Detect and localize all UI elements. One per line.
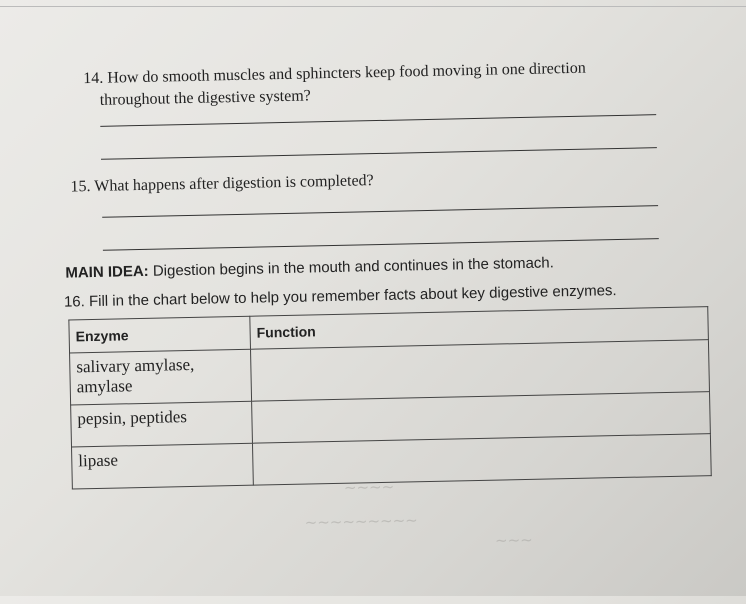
enzyme-chart xyxy=(68,306,711,489)
question-16-text: 16. Fill in the chart below to help you remember facts about key digestive enzymes. xyxy=(63,282,617,311)
question-15 xyxy=(70,172,373,196)
question-14 xyxy=(83,60,586,89)
header-enzyme: Enzyme xyxy=(69,316,251,353)
answer-line-15a[interactable] xyxy=(102,205,658,218)
enzyme-cell: salivary amylase, amylase xyxy=(70,349,252,405)
question-14-line1: How do smooth muscles and sphincters keep food moving in one direction xyxy=(107,59,586,87)
answer-line-14a[interactable] xyxy=(100,114,656,127)
function-cell[interactable] xyxy=(252,434,711,486)
header-function: Function xyxy=(250,307,709,350)
question-14-number: 14. xyxy=(83,69,104,88)
question-15-text: What happens after digestion is completed? xyxy=(94,172,374,195)
main-idea-label: MAIN IDEA: xyxy=(65,262,149,282)
question-14-line2: throughout the digestive system? xyxy=(99,87,311,109)
question-15-number: 15. xyxy=(70,178,91,196)
bleed-through-mark: ~~~ xyxy=(494,530,533,550)
answer-line-15b[interactable] xyxy=(103,238,659,251)
main-idea-text: Digestion begins in the mouth and continues in the stomach. xyxy=(152,254,555,280)
answer-line-14b[interactable] xyxy=(101,147,657,160)
function-cell[interactable] xyxy=(251,340,710,402)
enzyme-cell: lipase xyxy=(72,443,254,489)
enzyme-cell: pepsin, peptides xyxy=(71,401,253,447)
bleed-through-mark: ~~~~ xyxy=(343,477,395,497)
bleed-through-mark: ~~~~~~~~~ xyxy=(304,511,418,532)
main-idea xyxy=(65,254,554,281)
